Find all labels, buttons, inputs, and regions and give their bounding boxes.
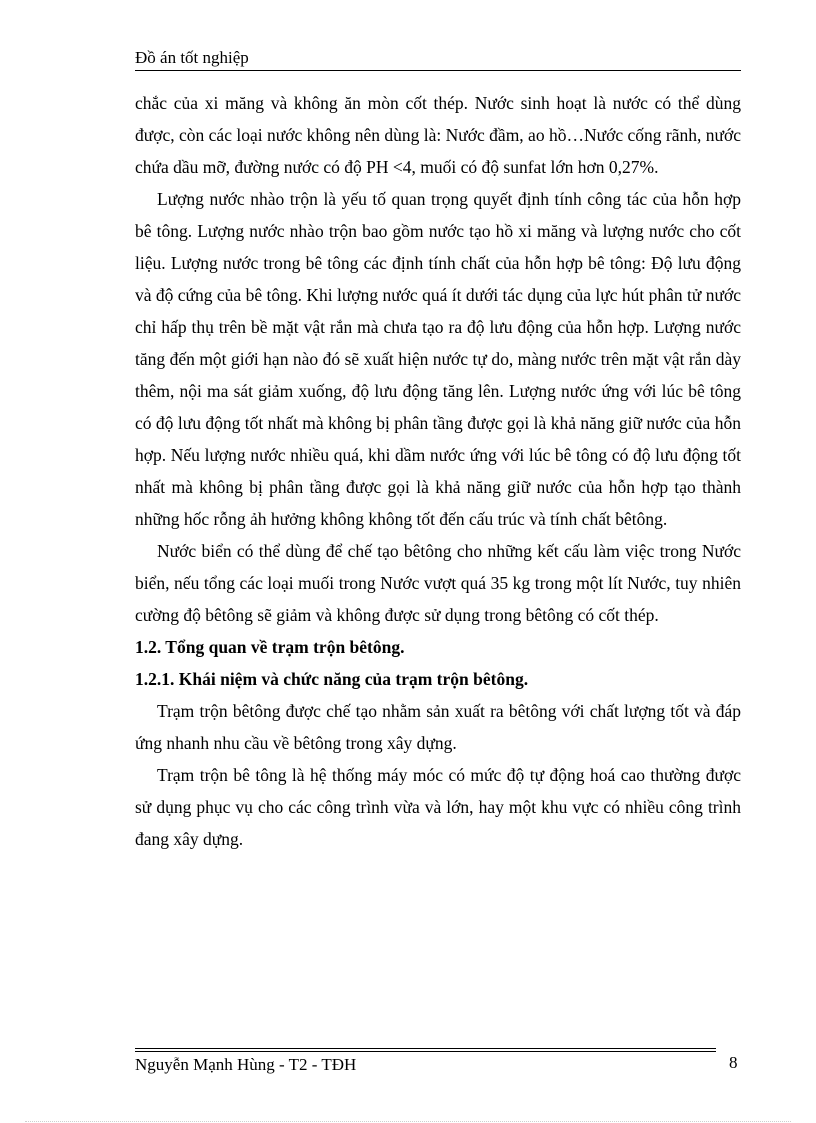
paragraph-water-amount: Lượng nước nhào trộn là yếu tố quan trọng quyết định tính công tác của hỗn hợp bê tông. Lượng nước nhào trộn bao gồm nước tạo hồ xi măng và lượng nước cho cốt liệu. Lượng nước trong bê tông các định tính chất của hỗn hợp bê tông: Độ lưu động và độ cứng của bê tông. Khi lượng nước quá ít dưới tác dụng của lực hút phân tử nước chỉ hấp thụ trên bề mặt vật rắn mà chưa tạo ra độ lưu động của hỗn hợp. Lượng nước tăng đến một giới hạn nào đó sẽ xuất hiện nước tự do, màng nước trên mặt vật rắn dày thêm, nội ma sát giảm xuống, độ lưu động tăng lên. Lượng nước ứng với lúc bê tông có độ lưu động tốt nhất mà không bị phân tầng được gọi là khả năng giữ nước của hỗn hợp. Nếu lượng nước nhiều quá, khi dầm nước ứng với lúc bê tông có độ lưu động tốt nhất mà không bị phân tầng được gọi là khả năng giữ nước của hỗn hợp tạo thành những hốc rỗng ảh hưởng không không tốt đến cấu trúc và tính chất bêtông.	[135, 189, 741, 529]
paragraph-continued: chắc của xi măng và không ăn mòn cốt thép. Nước sinh hoạt là nước có thể dùng được, còn các loại nước không nên dùng là: Nước đầm, ao hồ…Nước cống rãnh, nước chứa dầu mỡ, đường nước có độ PH <4, muối có độ sunfat lớn hơn 0,27%.	[135, 93, 741, 177]
running-header: Đồ án tốt nghiệp	[135, 48, 249, 67]
footer-rule-second	[135, 1051, 716, 1052]
paragraph-sea-water: Nước biển có thể dùng để chế tạo bêtông cho những kết cấu làm việc trong Nước biển, nếu tổng các loại muối trong Nước vượt quá 35 kg trong một lít Nước, tuy nhiên cường độ bêtông sẽ giảm và không được sử dụng trong bêtông có cốt thép.	[135, 541, 741, 625]
page-body	[135, 87, 741, 855]
page-number: 8	[729, 1053, 738, 1072]
footer-rule	[135, 1048, 716, 1049]
section-heading: 1.2. Tổng quan về trạm trộn bêtông.	[135, 637, 405, 657]
subsection-heading: 1.2.1. Khái niệm và chức năng của trạm trộn bêtông.	[135, 669, 529, 689]
paragraph-mixing-plant-system: Trạm trộn bê tông là hệ thống máy móc có mức độ tự động hoá cao thường được sử dụng phục vụ cho các công trình vừa và lớn, hay một khu vực có nhiều công trình đang xây dựng.	[135, 765, 741, 849]
header-rule	[135, 70, 741, 71]
footer-author: Nguyễn Mạnh Hùng - T2 - TĐH	[135, 1055, 357, 1074]
paragraph-mixing-plant-purpose: Trạm trộn bêtông được chế tạo nhằm sản xuất ra bêtông với chất lượng tốt và đáp ứng nhanh nhu cầu về bêtông trong xây dựng.	[135, 701, 741, 753]
page-edge	[25, 1121, 791, 1122]
